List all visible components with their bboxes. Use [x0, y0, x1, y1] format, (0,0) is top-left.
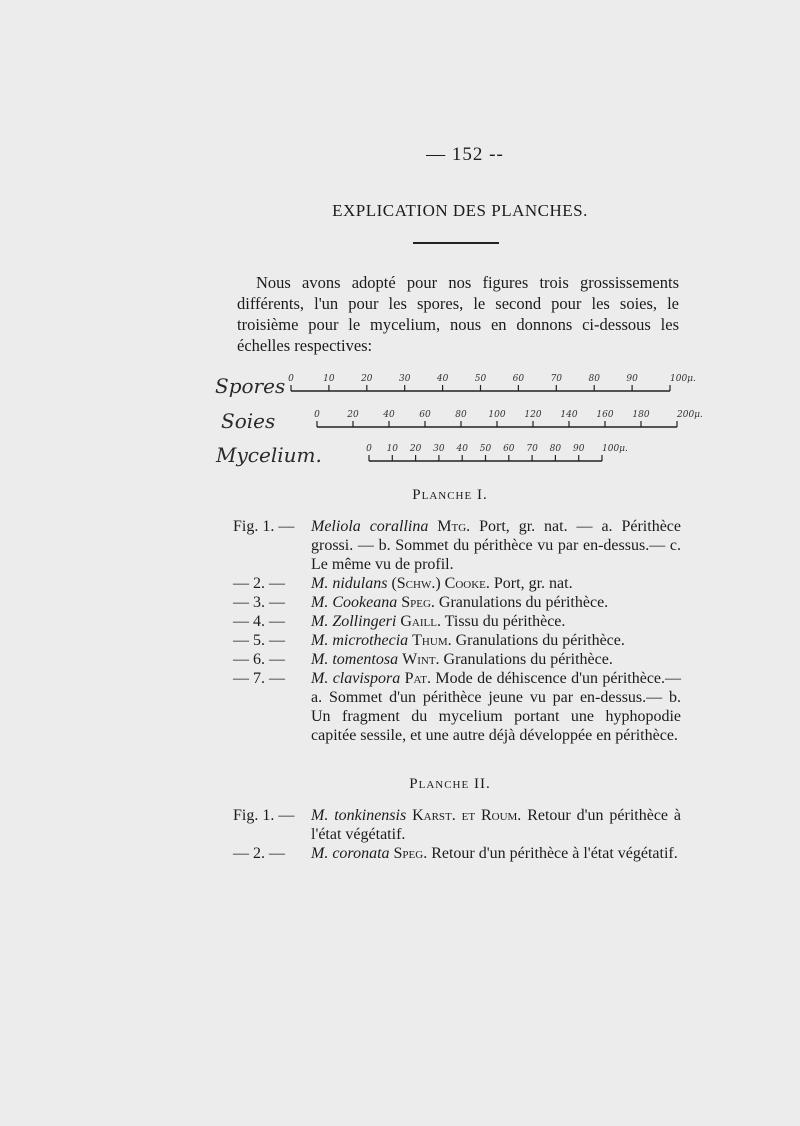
scale-label-mycelium: Mycelium.	[216, 443, 322, 467]
plate-1-fig-2	[233, 574, 681, 593]
species-author: Wint.	[402, 651, 440, 668]
fig-number: Fig. 1. —	[233, 518, 295, 535]
species-name: M. microthecia	[311, 632, 409, 649]
fig-number: — 5. —	[233, 632, 285, 649]
fig-number: — 6. —	[233, 651, 285, 668]
plate-1-fig-6	[233, 650, 681, 669]
species-name: M. Zollingeri	[311, 613, 397, 630]
fig-text: Retour d'un périthèce à l'état végétatif.	[431, 845, 678, 862]
scale-tick-label: 50	[474, 374, 487, 384]
plate-2-fig-2	[233, 844, 681, 863]
fig-description	[311, 593, 681, 612]
plate-1-figure-list	[233, 517, 681, 745]
fig-text: Retour d'un périthèce à l'état végétatif.	[311, 807, 682, 843]
scale-label-spores: Spores	[215, 374, 286, 398]
scale-tick-label: 60	[503, 444, 515, 454]
species-author: Mtg.	[437, 518, 471, 535]
species-author: Pat.	[404, 670, 431, 687]
scale-tick-label: 30	[433, 444, 445, 454]
scale-tick-label: 80	[455, 410, 467, 420]
scale-tick-label: 100μ.	[670, 374, 696, 384]
plate-1-fig-4	[233, 612, 681, 631]
scale-tick-label: 60	[512, 374, 525, 384]
scale-tick-label: 20	[409, 444, 422, 454]
fig-text: Mode de déhiscence d'un périthèce.— a. Sommet d'un périthèce jeune vu par en-dessus.— b. Un fragment du mycelium portant une hyphopodie capitée sessile, et une autre déjà développée en périthèce.	[311, 670, 682, 744]
scale-tick-label: 70	[526, 444, 538, 454]
scale-tick-label: 90	[626, 374, 638, 384]
page-heading: EXPLICATION DES PLANCHES.	[332, 201, 588, 220]
plate-1-fig-7	[233, 669, 681, 745]
species-author: Speg.	[393, 845, 428, 862]
page-number: — 152 --	[426, 144, 504, 165]
scale-tick-label: 200μ.	[677, 410, 703, 420]
scale-tick-label: 80	[588, 374, 600, 384]
scale-tick-label: 20	[347, 410, 359, 420]
scale-tick-label: 20	[361, 374, 373, 384]
fig-description	[311, 517, 681, 574]
species-author: (Schw.) Cooke.	[391, 575, 490, 592]
species-author: Karst. et Roum.	[412, 807, 522, 824]
scale-tick-label: 10	[386, 444, 399, 454]
plate-1-fig-1	[233, 517, 681, 574]
species-name: M. tonkinensis	[311, 807, 407, 824]
scale-bar-soies	[311, 400, 703, 441]
fig-number: — 2. —	[233, 845, 285, 862]
species-name: M. clavispora	[311, 670, 401, 687]
species-author: Gaill.	[400, 613, 441, 630]
fig-text: Tissu du périthèce.	[444, 613, 566, 630]
scale-tick-label: 40	[383, 410, 395, 420]
scale-tick-label: 160	[596, 410, 614, 420]
scale-soies-svg	[311, 400, 703, 436]
plate-1-fig-3	[233, 593, 681, 612]
scale-bar-mycelium	[364, 436, 644, 477]
fig-number: — 7. —	[233, 670, 285, 687]
scale-tick-label: 10	[323, 374, 335, 384]
scale-tick-label: 140	[560, 410, 578, 420]
fig-description	[311, 574, 681, 593]
scale-tick-label: 100	[488, 410, 506, 420]
species-author: Thum.	[412, 632, 452, 649]
fig-description	[311, 669, 681, 745]
scale-tick-label: 90	[572, 444, 585, 454]
scale-tick-label: 100μ.	[602, 444, 628, 454]
fig-number: — 4. —	[233, 613, 285, 630]
species-name: M. Cookeana	[311, 594, 398, 611]
fig-description	[311, 844, 681, 863]
plate-1-fig-5	[233, 631, 681, 650]
scale-tick-label: 40	[436, 374, 449, 384]
scale-tick-label: 0	[314, 410, 320, 420]
plate-2-fig-1	[233, 806, 681, 844]
scale-tick-label: 0	[288, 374, 294, 384]
fig-number: Fig. 1. —	[233, 807, 295, 824]
intro-text: Nous avons adopté pour nos figures trois grossissements différents, l'un pour les spores, le second pour les soies, le troisième pour le mycelium, nous en donnons ci-dessous les échelles respectives:	[237, 273, 679, 355]
fig-text: Port, gr. nat. — a. Périthèce grossi. — b. Sommet du périthèce vu par en-dessus.— c. Le même vu de profil.	[311, 518, 681, 573]
scale-mycelium-svg	[364, 436, 644, 472]
scale-tick-label: 50	[479, 444, 492, 454]
fig-text: Port, gr. nat.	[493, 575, 573, 592]
species-name: M. tomentosa	[311, 651, 399, 668]
fig-description	[311, 631, 681, 650]
fig-number: — 2. —	[233, 575, 285, 592]
scale-tick-label: 70	[550, 374, 563, 384]
species-name: M. nidulans	[311, 575, 388, 592]
fig-text: Granulations du périthèce.	[438, 594, 609, 611]
fig-description	[311, 806, 681, 844]
species-name: Meliola corallina	[311, 518, 429, 535]
scale-tick-label: 80	[549, 444, 562, 454]
fig-description	[311, 612, 681, 631]
heading-rule	[413, 242, 499, 244]
scale-tick-label: 120	[524, 410, 542, 420]
scale-tick-label: 60	[419, 410, 431, 420]
fig-text: Granulations du périthèce.	[455, 632, 625, 649]
scale-label-soies: Soies	[221, 409, 276, 433]
scale-tick-label: 0	[366, 444, 372, 454]
fig-description	[311, 650, 681, 669]
scale-tick-label: 40	[456, 444, 468, 454]
scale-bar-spores	[287, 364, 696, 405]
scale-tick-label: 180	[632, 410, 650, 420]
scale-tick-label: 30	[398, 374, 411, 384]
species-name: M. coronata	[311, 845, 390, 862]
plate-2-figure-list	[233, 806, 681, 863]
plate-1-title: Planche I.	[412, 487, 488, 503]
fig-text: Granulations du périthèce.	[443, 651, 613, 668]
plate-2-title: Planche II.	[409, 776, 491, 792]
fig-number: — 3. —	[233, 594, 285, 611]
scale-spores-svg	[287, 364, 696, 400]
intro-paragraph	[237, 272, 679, 356]
species-author: Speg.	[401, 594, 435, 611]
